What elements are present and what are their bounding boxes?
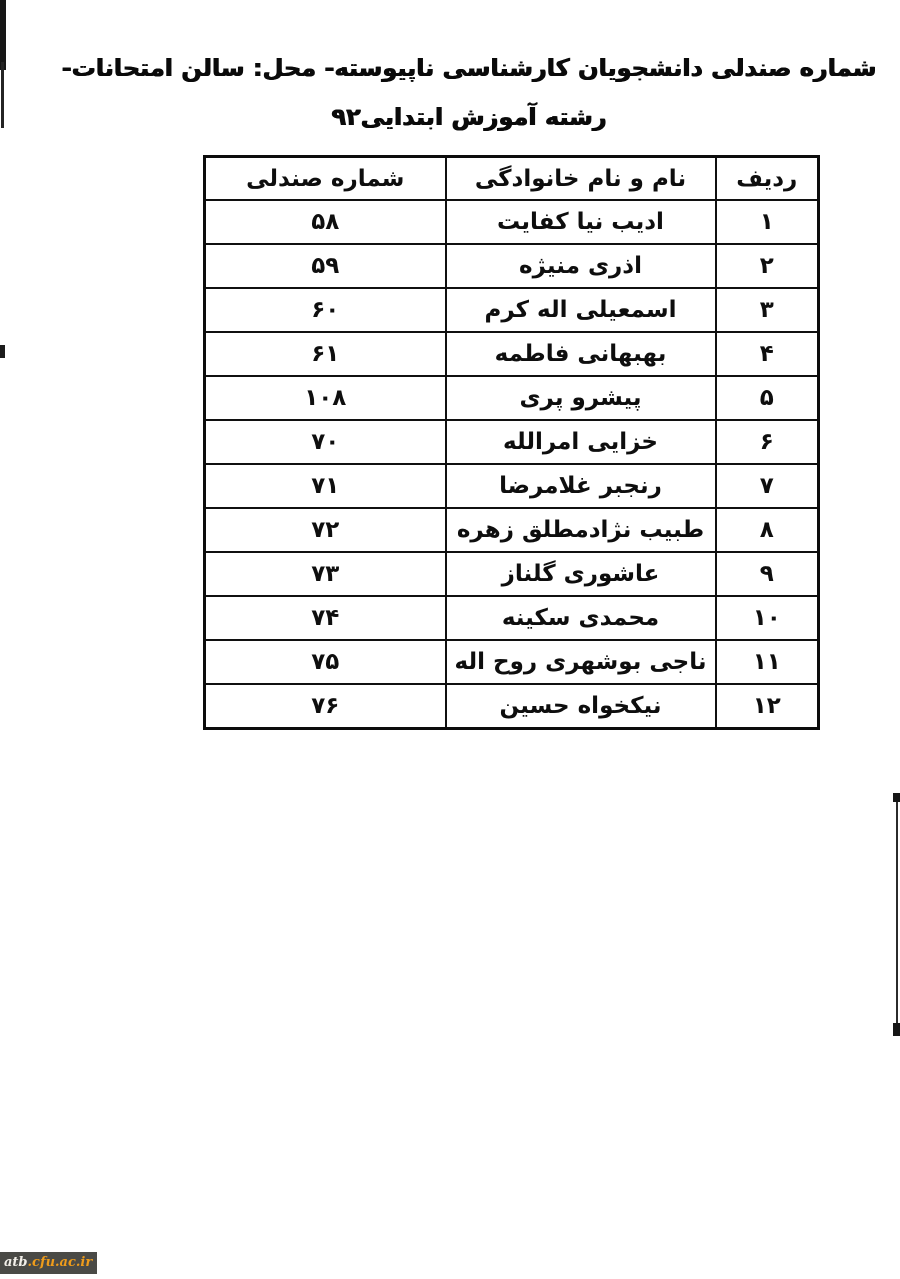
cell-seat-number: ۷۶: [205, 684, 446, 729]
cell-full-name: نیکخواه حسین: [446, 684, 716, 729]
cell-full-name: محمدی سکینه: [446, 596, 716, 640]
table-row: [205, 288, 819, 332]
table-row: [205, 332, 819, 376]
cell-full-name: پیشرو پری: [446, 376, 716, 420]
cell-row-number: ۲: [716, 244, 819, 288]
cell-seat-number: ۵۹: [205, 244, 446, 288]
cell-seat-number: ۵۸: [205, 200, 446, 244]
cell-seat-number: ۷۴: [205, 596, 446, 640]
cell-seat-number: ۷۰: [205, 420, 446, 464]
table-row: [205, 200, 819, 244]
table-row: [205, 508, 819, 552]
cell-row-number: ۸: [716, 508, 819, 552]
cell-seat-number: ۷۳: [205, 552, 446, 596]
table-row: [205, 552, 819, 596]
cell-seat-number: ۷۱: [205, 464, 446, 508]
cell-row-number: ۱: [716, 200, 819, 244]
header-seat-number: شماره صندلی: [205, 157, 446, 201]
cell-row-number: ۷: [716, 464, 819, 508]
cell-seat-number: ۶۱: [205, 332, 446, 376]
cell-full-name: رنجبر غلامرضا: [446, 464, 716, 508]
document-title-line-1: شماره صندلی دانشجویان کارشناسی ناپیوسته- محل: سالن امتحانات-: [61, 54, 877, 82]
cell-row-number: ۱۲: [716, 684, 819, 729]
cell-row-number: ۱۱: [716, 640, 819, 684]
table-row: [205, 684, 819, 729]
cell-row-number: ۶: [716, 420, 819, 464]
cell-full-name: اسمعیلی اله کرم: [446, 288, 716, 332]
cell-row-number: ۳: [716, 288, 819, 332]
scan-artifact-right-nub-bottom: [893, 1023, 900, 1036]
table-row: [205, 420, 819, 464]
cell-row-number: ۹: [716, 552, 819, 596]
document-title: [19, 44, 900, 142]
table-row: [205, 376, 819, 420]
scan-artifact-left-mark: [0, 345, 5, 358]
cell-full-name: خزایی امرالله: [446, 420, 716, 464]
site-watermark-prefix: atb: [4, 1255, 28, 1270]
table-row: [205, 464, 819, 508]
site-watermark: [0, 1252, 97, 1274]
table-row: [205, 640, 819, 684]
scan-artifact-right-line: [896, 793, 898, 1035]
table-row: [205, 596, 819, 640]
scan-artifact-left-top: [0, 0, 6, 70]
seat-assignment-table: [203, 155, 820, 730]
cell-row-number: ۵: [716, 376, 819, 420]
cell-full-name: بهبهانی فاطمه: [446, 332, 716, 376]
site-watermark-suffix: .cfu.ac.ir: [27, 1255, 93, 1270]
cell-seat-number: ۷۵: [205, 640, 446, 684]
scan-artifact-left-line: [1, 62, 4, 128]
scan-artifact-right-nub-top: [893, 793, 900, 802]
cell-row-number: ۱۰: [716, 596, 819, 640]
document-title-line-2: رشته آموزش ابتدایی۹۲: [331, 103, 607, 131]
cell-seat-number: ۱۰۸: [205, 376, 446, 420]
cell-full-name: عاشوری گلناز: [446, 552, 716, 596]
cell-full-name: اذری منیژه: [446, 244, 716, 288]
table-row: [205, 244, 819, 288]
cell-seat-number: ۶۰: [205, 288, 446, 332]
cell-row-number: ۴: [716, 332, 819, 376]
cell-full-name: طبیب نژادمطلق زهره: [446, 508, 716, 552]
table-header-row: [205, 157, 819, 201]
header-row-number: ردیف: [716, 157, 819, 201]
header-full-name: نام و نام خانوادگی: [446, 157, 716, 201]
cell-full-name: ادیب نیا کفایت: [446, 200, 716, 244]
cell-full-name: ناجی بوشهری روح اله: [446, 640, 716, 684]
cell-seat-number: ۷۲: [205, 508, 446, 552]
